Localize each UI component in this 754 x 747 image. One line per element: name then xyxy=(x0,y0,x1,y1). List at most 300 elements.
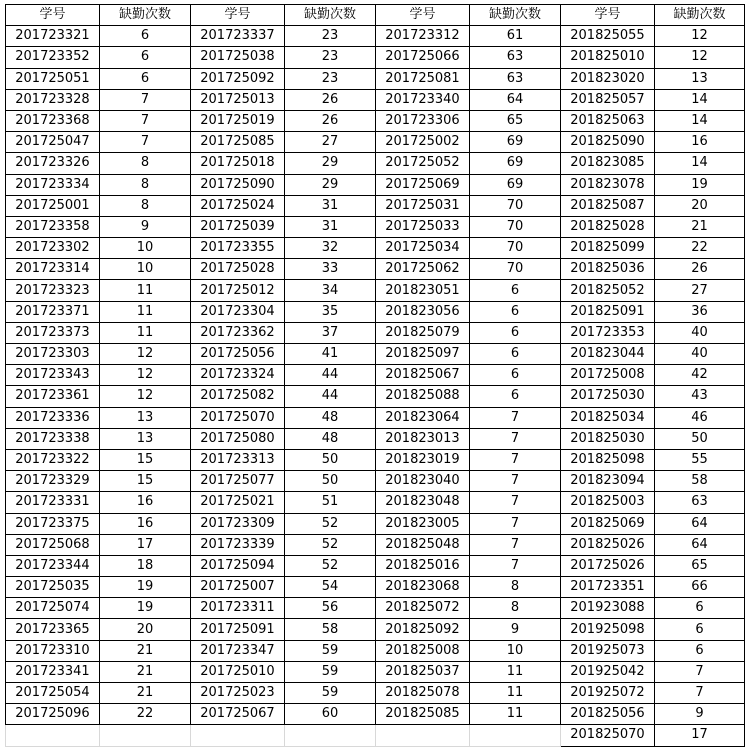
student-id-cell[interactable]: 201723313 xyxy=(191,449,285,470)
table-row xyxy=(6,428,745,449)
student-id-cell[interactable]: 201725019 xyxy=(191,110,285,131)
table-row xyxy=(6,132,745,153)
absence-count-cell[interactable]: 7 xyxy=(100,89,191,110)
student-id-cell[interactable]: 201723326 xyxy=(6,153,100,174)
student-id-cell[interactable]: 201723321 xyxy=(6,26,100,47)
header-absence-count-3[interactable]: 缺勤次数 xyxy=(470,5,561,26)
student-id-cell[interactable]: 201725066 xyxy=(376,47,470,68)
absence-count-cell[interactable]: 11 xyxy=(470,683,561,704)
student-id-cell[interactable]: 201825078 xyxy=(376,683,470,704)
absence-count-cell[interactable]: 6 xyxy=(655,598,745,619)
student-id-cell[interactable]: 201723328 xyxy=(6,89,100,110)
student-id-cell[interactable]: 201723353 xyxy=(561,322,655,343)
absence-count-cell[interactable]: 41 xyxy=(285,344,376,365)
header-absence-count-2[interactable]: 缺勤次数 xyxy=(285,5,376,26)
table-row xyxy=(6,47,745,68)
absence-count-cell[interactable]: 7 xyxy=(655,661,745,682)
absence-count-cell[interactable]: 66 xyxy=(655,577,745,598)
student-id-cell[interactable]: 201723358 xyxy=(6,216,100,237)
student-id-cell[interactable]: 201725085 xyxy=(191,132,285,153)
header-absence-count-1[interactable]: 缺勤次数 xyxy=(100,5,191,26)
student-id-cell[interactable]: 201725056 xyxy=(191,344,285,365)
absence-count-cell[interactable]: 10 xyxy=(470,640,561,661)
absence-count-cell[interactable]: 56 xyxy=(285,598,376,619)
absence-count-cell[interactable]: 37 xyxy=(285,322,376,343)
student-id-cell[interactable]: 201723344 xyxy=(6,555,100,576)
student-id-cell[interactable]: 201723339 xyxy=(191,534,285,555)
student-id-cell[interactable]: 201825008 xyxy=(376,640,470,661)
absence-count-cell[interactable]: 6 xyxy=(470,386,561,407)
absence-count-cell[interactable]: 58 xyxy=(655,471,745,492)
student-id-cell[interactable]: 201725035 xyxy=(6,577,100,598)
student-id-cell[interactable]: 201825069 xyxy=(561,513,655,534)
student-id-cell[interactable]: 201825079 xyxy=(376,322,470,343)
absence-count-cell[interactable]: 63 xyxy=(470,47,561,68)
student-id-cell[interactable]: 201723347 xyxy=(191,640,285,661)
absence-count-cell[interactable]: 13 xyxy=(100,428,191,449)
student-id-cell[interactable]: 201723341 xyxy=(6,661,100,682)
absence-count-cell[interactable]: 6 xyxy=(100,68,191,89)
absence-count-cell[interactable]: 13 xyxy=(100,407,191,428)
table-row xyxy=(6,555,745,576)
student-id-cell[interactable]: 201725080 xyxy=(191,428,285,449)
student-id-cell[interactable]: 201723314 xyxy=(6,259,100,280)
absence-count-cell[interactable]: 59 xyxy=(285,661,376,682)
student-id-cell[interactable]: 201725008 xyxy=(561,365,655,386)
absence-count-cell[interactable]: 6 xyxy=(470,301,561,322)
absence-count-cell[interactable]: 26 xyxy=(285,89,376,110)
student-id-cell[interactable]: 201825052 xyxy=(561,280,655,301)
student-id-cell[interactable]: 201825099 xyxy=(561,238,655,259)
student-id-cell[interactable]: 201723303 xyxy=(6,344,100,365)
attendance-table xyxy=(5,4,745,747)
absence-count-cell[interactable]: 69 xyxy=(470,153,561,174)
absence-count-cell[interactable]: 22 xyxy=(100,704,191,725)
absence-count-cell[interactable]: 9 xyxy=(470,619,561,640)
student-id-cell[interactable]: 201823013 xyxy=(376,428,470,449)
student-id-cell[interactable]: 201723322 xyxy=(6,449,100,470)
table-row xyxy=(6,238,745,259)
absence-count-cell[interactable]: 7 xyxy=(100,110,191,131)
student-id-cell[interactable]: 201725067 xyxy=(191,704,285,725)
absence-count-cell[interactable]: 59 xyxy=(285,683,376,704)
absence-count-cell[interactable]: 15 xyxy=(100,471,191,492)
student-id-cell[interactable]: 201725028 xyxy=(191,259,285,280)
student-id-cell[interactable]: 201823056 xyxy=(376,301,470,322)
student-id-cell[interactable]: 201823064 xyxy=(376,407,470,428)
student-id-cell[interactable]: 201723306 xyxy=(376,110,470,131)
student-id-cell[interactable]: 201823005 xyxy=(376,513,470,534)
table-row xyxy=(6,195,745,216)
absence-count-cell[interactable]: 31 xyxy=(285,195,376,216)
student-id-cell[interactable]: 201825056 xyxy=(561,704,655,725)
absence-count-cell[interactable]: 22 xyxy=(655,238,745,259)
student-id-cell[interactable]: 201725096 xyxy=(6,704,100,725)
student-id-cell[interactable]: 201825088 xyxy=(376,386,470,407)
absence-count-cell[interactable]: 61 xyxy=(470,26,561,47)
absence-count-cell[interactable]: 17 xyxy=(100,534,191,555)
student-id-cell[interactable]: 201725012 xyxy=(191,280,285,301)
absence-count-cell[interactable]: 16 xyxy=(655,132,745,153)
absence-count-cell[interactable]: 21 xyxy=(100,661,191,682)
student-id-cell[interactable]: 201825010 xyxy=(561,47,655,68)
absence-count-cell[interactable]: 70 xyxy=(470,195,561,216)
absence-count-cell[interactable]: 40 xyxy=(655,322,745,343)
student-id-cell[interactable]: 201723338 xyxy=(6,428,100,449)
absence-count-cell[interactable]: 11 xyxy=(470,704,561,725)
student-id-cell[interactable]: 201723351 xyxy=(561,577,655,598)
table-row xyxy=(6,407,745,428)
table-row xyxy=(6,89,745,110)
table-row xyxy=(6,344,745,365)
student-id-cell[interactable]: 201725092 xyxy=(191,68,285,89)
absence-count-cell[interactable]: 26 xyxy=(285,110,376,131)
absence-count-cell[interactable]: 23 xyxy=(285,26,376,47)
student-id-cell[interactable]: 201725010 xyxy=(191,661,285,682)
table-row xyxy=(6,365,745,386)
absence-count-cell[interactable]: 63 xyxy=(655,492,745,513)
student-id-cell[interactable]: 201925098 xyxy=(561,619,655,640)
student-id-cell[interactable]: 201823019 xyxy=(376,449,470,470)
student-id-cell[interactable]: 201725038 xyxy=(191,47,285,68)
absence-count-cell[interactable]: 16 xyxy=(100,513,191,534)
student-id-cell[interactable]: 201825092 xyxy=(376,619,470,640)
absence-count-cell[interactable]: 32 xyxy=(285,238,376,259)
table-row xyxy=(6,259,745,280)
student-id-cell[interactable]: 201825090 xyxy=(561,132,655,153)
absence-count-cell[interactable]: 65 xyxy=(470,110,561,131)
absence-count-cell[interactable]: 10 xyxy=(100,238,191,259)
table-row xyxy=(6,513,745,534)
student-id-cell[interactable]: 201725081 xyxy=(376,68,470,89)
absence-count-cell[interactable]: 16 xyxy=(100,492,191,513)
absence-count-cell[interactable]: 11 xyxy=(100,322,191,343)
student-id-cell[interactable]: 201725030 xyxy=(561,386,655,407)
absence-count-cell[interactable]: 8 xyxy=(100,174,191,195)
absence-count-cell[interactable]: 19 xyxy=(655,174,745,195)
table-row xyxy=(6,174,745,195)
student-id-cell[interactable]: 201725024 xyxy=(191,195,285,216)
student-id-cell[interactable]: 201725018 xyxy=(191,153,285,174)
student-id-cell[interactable]: 201725013 xyxy=(191,89,285,110)
absence-count-cell[interactable]: 6 xyxy=(470,322,561,343)
student-id-cell[interactable]: 201723324 xyxy=(191,365,285,386)
absence-count-cell[interactable]: 19 xyxy=(100,598,191,619)
absence-count-cell[interactable]: 29 xyxy=(285,153,376,174)
student-id-cell[interactable]: 201825085 xyxy=(376,704,470,725)
header-student-id-3[interactable]: 学号 xyxy=(376,5,470,26)
absence-count-cell[interactable]: 21 xyxy=(100,683,191,704)
absence-count-cell[interactable]: 17 xyxy=(655,725,745,746)
absence-count-cell[interactable]: 23 xyxy=(285,47,376,68)
absence-count-cell[interactable]: 65 xyxy=(655,555,745,576)
absence-count-cell[interactable]: 14 xyxy=(655,110,745,131)
student-id-cell[interactable]: 201723362 xyxy=(191,322,285,343)
student-id-cell[interactable]: 201825026 xyxy=(561,534,655,555)
student-id-cell[interactable]: 201725051 xyxy=(6,68,100,89)
student-id-cell[interactable]: 201823094 xyxy=(561,471,655,492)
absence-count-cell[interactable]: 6 xyxy=(655,619,745,640)
absence-count-cell[interactable]: 11 xyxy=(470,661,561,682)
student-id-cell[interactable]: 201825063 xyxy=(561,110,655,131)
absence-count-cell[interactable]: 70 xyxy=(470,238,561,259)
absence-count-cell[interactable]: 14 xyxy=(655,89,745,110)
absence-count-cell[interactable]: 7 xyxy=(470,449,561,470)
table-row xyxy=(6,280,745,301)
absence-count-cell[interactable]: 50 xyxy=(285,449,376,470)
absence-count-cell[interactable]: 50 xyxy=(655,428,745,449)
student-id-cell[interactable]: 201725052 xyxy=(376,153,470,174)
student-id-cell[interactable]: 201825072 xyxy=(376,598,470,619)
absence-count-cell[interactable]: 14 xyxy=(655,153,745,174)
student-id-cell[interactable]: 201723337 xyxy=(191,26,285,47)
table-row xyxy=(6,449,745,470)
absence-count-cell[interactable]: 48 xyxy=(285,407,376,428)
student-id-cell[interactable]: 201723334 xyxy=(6,174,100,195)
absence-count-cell[interactable]: 35 xyxy=(285,301,376,322)
student-id-cell[interactable]: 201825048 xyxy=(376,534,470,555)
table-row xyxy=(6,619,745,640)
absence-count-cell[interactable]: 7 xyxy=(470,492,561,513)
student-id-cell[interactable]: 201825067 xyxy=(376,365,470,386)
student-id-cell[interactable]: 201723373 xyxy=(6,322,100,343)
absence-count-cell[interactable]: 27 xyxy=(285,132,376,153)
student-id-cell[interactable]: 201823020 xyxy=(561,68,655,89)
student-id-cell[interactable]: 201723343 xyxy=(6,365,100,386)
absence-count-cell[interactable]: 27 xyxy=(655,280,745,301)
absence-count-cell[interactable]: 29 xyxy=(285,174,376,195)
absence-count-cell[interactable]: 6 xyxy=(470,365,561,386)
absence-count-cell[interactable]: 52 xyxy=(285,513,376,534)
absence-count-cell[interactable]: 64 xyxy=(655,513,745,534)
student-id-cell[interactable]: 201723340 xyxy=(376,89,470,110)
student-id-cell[interactable]: 201925072 xyxy=(561,683,655,704)
student-id-cell[interactable]: 201725001 xyxy=(6,195,100,216)
absence-count-cell[interactable]: 9 xyxy=(655,704,745,725)
student-id-cell[interactable]: 201725070 xyxy=(191,407,285,428)
student-id-cell[interactable]: 201825055 xyxy=(561,26,655,47)
table-row xyxy=(6,661,745,682)
student-id-cell[interactable]: 201723355 xyxy=(191,238,285,259)
student-id-cell[interactable]: 201725034 xyxy=(376,238,470,259)
student-id-cell[interactable]: 201725033 xyxy=(376,216,470,237)
student-id-cell[interactable]: 201825087 xyxy=(561,195,655,216)
absence-count-cell[interactable]: 18 xyxy=(100,555,191,576)
absence-count-cell[interactable]: 40 xyxy=(655,344,745,365)
absence-count-cell[interactable]: 44 xyxy=(285,365,376,386)
student-id-cell[interactable]: 201723352 xyxy=(6,47,100,68)
student-id-cell[interactable]: 201723365 xyxy=(6,619,100,640)
absence-count-cell[interactable]: 70 xyxy=(470,259,561,280)
absence-count-cell[interactable]: 54 xyxy=(285,577,376,598)
header-student-id-2[interactable]: 学号 xyxy=(191,5,285,26)
absence-count-cell[interactable]: 15 xyxy=(100,449,191,470)
absence-count-cell[interactable]: 12 xyxy=(100,344,191,365)
absence-count-cell[interactable]: 13 xyxy=(655,68,745,89)
student-id-cell[interactable]: 201825070 xyxy=(561,725,655,746)
table-row xyxy=(6,68,745,89)
absence-count-cell[interactable]: 7 xyxy=(655,683,745,704)
absence-count-cell[interactable]: 7 xyxy=(100,132,191,153)
absence-count-cell[interactable]: 43 xyxy=(655,386,745,407)
absence-count-cell[interactable]: 63 xyxy=(470,68,561,89)
absence-count-cell[interactable]: 26 xyxy=(655,259,745,280)
absence-count-cell[interactable]: 59 xyxy=(285,640,376,661)
absence-count-cell[interactable]: 8 xyxy=(470,598,561,619)
student-id-cell[interactable]: 201723371 xyxy=(6,301,100,322)
student-id-cell[interactable]: 201723312 xyxy=(376,26,470,47)
absence-count-cell[interactable]: 55 xyxy=(655,449,745,470)
absence-count-cell[interactable]: 8 xyxy=(100,195,191,216)
student-id-cell[interactable]: 201725054 xyxy=(6,683,100,704)
student-id-cell[interactable]: 201823048 xyxy=(376,492,470,513)
absence-count-cell[interactable]: 11 xyxy=(100,301,191,322)
absence-count-cell[interactable]: 10 xyxy=(100,259,191,280)
student-id-cell[interactable]: 201823078 xyxy=(561,174,655,195)
table-row xyxy=(6,471,745,492)
student-id-cell[interactable]: 201825037 xyxy=(376,661,470,682)
student-id-cell[interactable]: 201925042 xyxy=(561,661,655,682)
absence-count-cell[interactable]: 42 xyxy=(655,365,745,386)
absence-count-cell[interactable]: 64 xyxy=(655,534,745,555)
absence-count-cell[interactable]: 7 xyxy=(470,555,561,576)
student-id-cell[interactable]: 201823051 xyxy=(376,280,470,301)
student-id-cell[interactable]: 201725091 xyxy=(191,619,285,640)
table-row xyxy=(6,322,745,343)
student-id-cell[interactable]: 201723323 xyxy=(6,280,100,301)
absence-count-cell[interactable]: 33 xyxy=(285,259,376,280)
absence-count-cell[interactable]: 7 xyxy=(470,534,561,555)
student-id-cell[interactable]: 201925073 xyxy=(561,640,655,661)
header-student-id-1[interactable]: 学号 xyxy=(6,5,100,26)
student-id-cell[interactable]: 201725023 xyxy=(191,683,285,704)
student-id-cell[interactable]: 201725002 xyxy=(376,132,470,153)
absence-count-cell[interactable]: 12 xyxy=(655,47,745,68)
student-id-cell[interactable]: 201725062 xyxy=(376,259,470,280)
student-id-cell[interactable]: 201723311 xyxy=(191,598,285,619)
absence-count-cell[interactable]: 69 xyxy=(470,132,561,153)
student-id-cell[interactable]: 201725021 xyxy=(191,492,285,513)
absence-count-cell[interactable]: 12 xyxy=(100,365,191,386)
absence-count-cell[interactable]: 60 xyxy=(285,704,376,725)
absence-count-cell[interactable]: 51 xyxy=(285,492,376,513)
table-row xyxy=(6,492,745,513)
student-id-cell[interactable]: 201725031 xyxy=(376,195,470,216)
absence-count-cell[interactable]: 36 xyxy=(655,301,745,322)
absence-count-cell[interactable]: 50 xyxy=(285,471,376,492)
student-id-cell[interactable]: 201825057 xyxy=(561,89,655,110)
absence-count-cell[interactable]: 46 xyxy=(655,407,745,428)
table-row xyxy=(6,704,745,725)
absence-count-cell[interactable]: 70 xyxy=(470,216,561,237)
student-id-cell[interactable]: 201825034 xyxy=(561,407,655,428)
student-id-cell[interactable]: 201823068 xyxy=(376,577,470,598)
student-id-cell[interactable]: 201725074 xyxy=(6,598,100,619)
student-id-cell[interactable]: 201725026 xyxy=(561,555,655,576)
student-id-cell[interactable]: 201723329 xyxy=(6,471,100,492)
absence-count-cell[interactable]: 8 xyxy=(100,153,191,174)
absence-count-cell[interactable]: 7 xyxy=(470,428,561,449)
student-id-cell[interactable]: 201725007 xyxy=(191,577,285,598)
student-id-cell[interactable]: 201725090 xyxy=(191,174,285,195)
absence-count-cell[interactable]: 31 xyxy=(285,216,376,237)
absence-count-cell[interactable]: 9 xyxy=(100,216,191,237)
header-row xyxy=(6,5,745,26)
student-id-cell[interactable]: 201825036 xyxy=(561,259,655,280)
absence-count-cell[interactable]: 7 xyxy=(470,407,561,428)
absence-count-cell[interactable]: 12 xyxy=(655,26,745,47)
student-id-cell[interactable]: 201723336 xyxy=(6,407,100,428)
student-id-cell[interactable]: 201723331 xyxy=(6,492,100,513)
student-id-cell[interactable]: 201723302 xyxy=(6,238,100,259)
absence-count-cell[interactable]: 34 xyxy=(285,280,376,301)
student-id-cell[interactable]: 201725077 xyxy=(191,471,285,492)
student-id-cell[interactable]: 201723310 xyxy=(6,640,100,661)
absence-count-cell[interactable]: 21 xyxy=(655,216,745,237)
student-id-cell[interactable]: 201825091 xyxy=(561,301,655,322)
student-id-cell[interactable]: 201725047 xyxy=(6,132,100,153)
absence-count-cell[interactable]: 69 xyxy=(470,174,561,195)
absence-count-cell[interactable]: 7 xyxy=(470,471,561,492)
student-id-cell[interactable]: 201725068 xyxy=(6,534,100,555)
absence-count-cell[interactable]: 6 xyxy=(100,26,191,47)
absence-count-cell[interactable]: 6 xyxy=(470,344,561,365)
absence-count-cell[interactable]: 21 xyxy=(100,640,191,661)
absence-count-cell[interactable]: 8 xyxy=(470,577,561,598)
student-id-cell[interactable]: 201825028 xyxy=(561,216,655,237)
student-id-cell[interactable]: 201723304 xyxy=(191,301,285,322)
header-absence-count-4[interactable]: 缺勤次数 xyxy=(655,5,745,26)
absence-count-cell[interactable]: 58 xyxy=(285,619,376,640)
absence-count-cell[interactable]: 12 xyxy=(100,386,191,407)
absence-count-cell[interactable]: 6 xyxy=(470,280,561,301)
student-id-cell[interactable]: 201825016 xyxy=(376,555,470,576)
absence-count-cell[interactable]: 44 xyxy=(285,386,376,407)
student-id-cell[interactable]: 201725069 xyxy=(376,174,470,195)
student-id-cell[interactable]: 201823044 xyxy=(561,344,655,365)
student-id-cell[interactable]: 201823085 xyxy=(561,153,655,174)
student-id-cell[interactable]: 201823040 xyxy=(376,471,470,492)
student-id-cell[interactable]: 201723368 xyxy=(6,110,100,131)
student-id-cell[interactable]: 201825030 xyxy=(561,428,655,449)
absence-count-cell[interactable]: 6 xyxy=(655,640,745,661)
student-id-cell[interactable]: 201825003 xyxy=(561,492,655,513)
absence-count-cell[interactable]: 52 xyxy=(285,534,376,555)
absence-count-cell[interactable]: 64 xyxy=(470,89,561,110)
student-id-cell[interactable]: 201725094 xyxy=(191,555,285,576)
absence-count-cell[interactable]: 20 xyxy=(655,195,745,216)
student-id-cell[interactable]: 201923088 xyxy=(561,598,655,619)
student-id-cell[interactable]: 201825098 xyxy=(561,449,655,470)
student-id-cell[interactable]: 201723309 xyxy=(191,513,285,534)
absence-count-cell[interactable]: 48 xyxy=(285,428,376,449)
absence-count-cell[interactable]: 19 xyxy=(100,577,191,598)
absence-count-cell[interactable]: 7 xyxy=(470,513,561,534)
student-id-cell[interactable]: 201725082 xyxy=(191,386,285,407)
absence-count-cell[interactable]: 20 xyxy=(100,619,191,640)
absence-count-cell[interactable]: 23 xyxy=(285,68,376,89)
student-id-cell[interactable]: 201723361 xyxy=(6,386,100,407)
header-student-id-4[interactable]: 学号 xyxy=(561,5,655,26)
table-row xyxy=(6,683,745,704)
student-id-cell[interactable]: 201825097 xyxy=(376,344,470,365)
absence-count-cell[interactable]: 11 xyxy=(100,280,191,301)
table-row xyxy=(6,386,745,407)
absence-count-cell[interactable]: 52 xyxy=(285,555,376,576)
absence-count-cell[interactable]: 6 xyxy=(100,47,191,68)
student-id-cell[interactable]: 201725039 xyxy=(191,216,285,237)
student-id-cell[interactable]: 201723375 xyxy=(6,513,100,534)
